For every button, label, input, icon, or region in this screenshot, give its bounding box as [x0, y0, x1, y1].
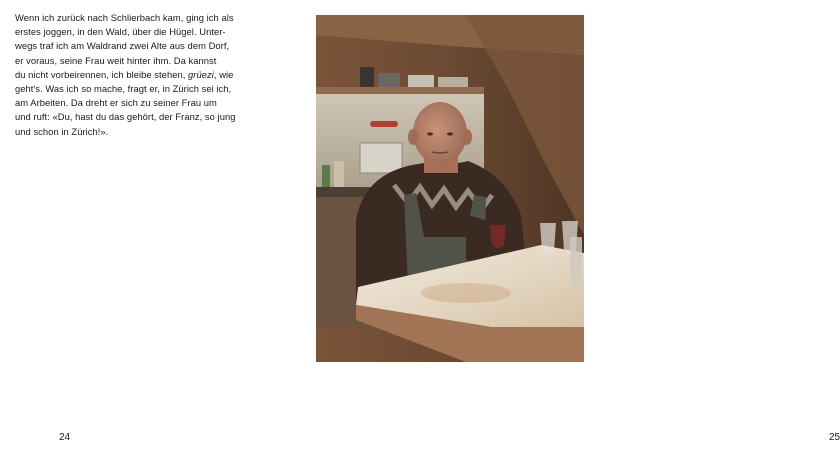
shelf-items-4 [438, 77, 468, 87]
wine-glass-held [490, 225, 506, 248]
kitchen-shelf [316, 87, 484, 94]
table-stain [421, 283, 511, 303]
ear-right [462, 129, 472, 145]
microwave [360, 143, 402, 173]
head [413, 102, 467, 164]
text-line-7: am Arbeiten. Da dreht er sich zu seiner Frau um [15, 97, 217, 109]
portrait-photograph [316, 15, 584, 362]
bottle [570, 237, 582, 285]
text-line-6: geht's. Was ich so mache, fragt er, in Zürich sei ich, [15, 83, 232, 95]
bottles-2 [334, 161, 344, 187]
eye-left [427, 132, 433, 135]
italic-greeting: grüezi [188, 68, 214, 80]
bottles [322, 165, 330, 187]
shelf-items [360, 67, 374, 87]
page-number-right: 25 [829, 432, 840, 443]
text-line-2: erstes joggen, in den Wald, über die Hügel. Unter- [15, 26, 226, 38]
body-paragraph [15, 11, 277, 139]
page-number-left: 24 [59, 432, 71, 443]
shelf-items-2 [378, 73, 400, 87]
eye-right [447, 132, 453, 135]
text-line-3: wegs traf ich am Waldrand zwei Alte aus dem Dorf, [15, 40, 230, 52]
wine-glass-1-stem [547, 255, 549, 267]
text-line-5: du nicht vorbeirennen, ich bleibe stehen, grüezi, wie [15, 68, 234, 80]
left-page [0, 0, 300, 455]
wine-glass-1 [540, 223, 556, 254]
ear-left [408, 129, 418, 145]
shelf-items-3 [408, 75, 434, 87]
text-line-4: er voraus, seine Frau weit hinter ihm. Da kannst [15, 54, 217, 66]
text-line-8: und ruft: «Du, hast du das gehört, der Franz, so jung [15, 111, 236, 123]
text-line-1: Wenn ich zurück nach Schlierbach kam, ging ich als [15, 12, 234, 23]
text-line-9: und schon in Zürich!». [15, 125, 109, 137]
red-bowl [370, 121, 398, 127]
